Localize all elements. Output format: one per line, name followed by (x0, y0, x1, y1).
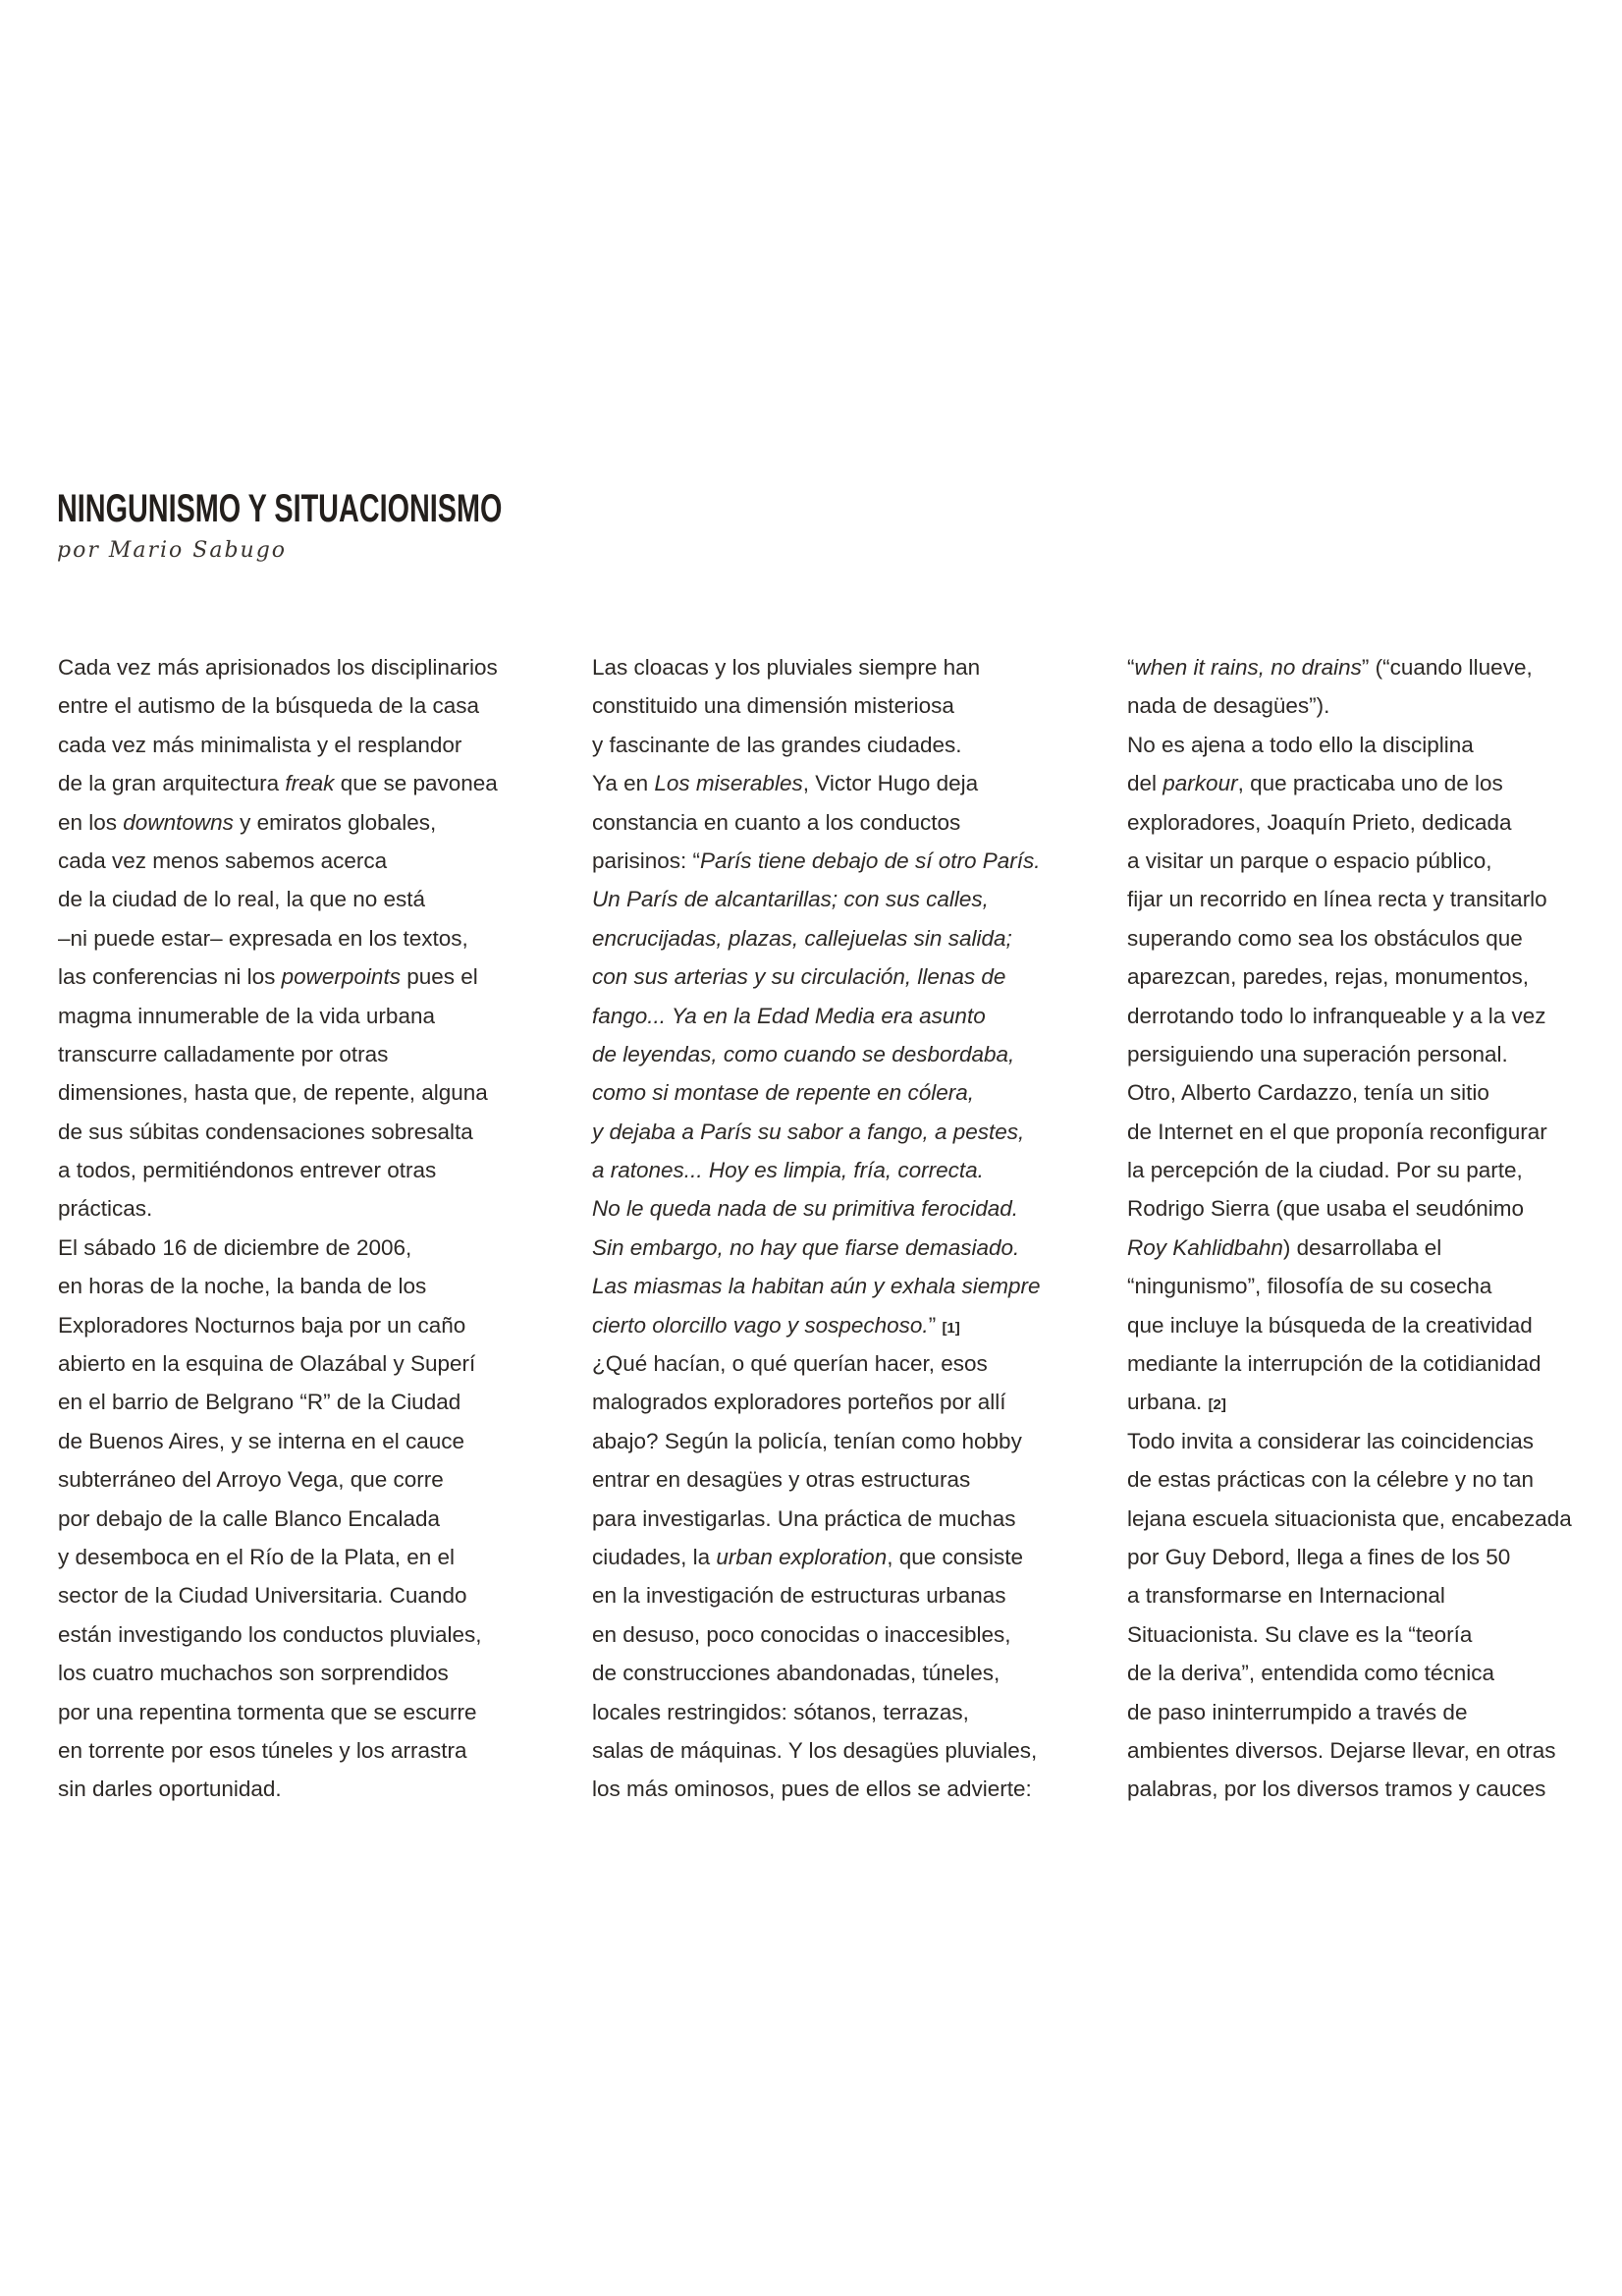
text-line (592, 1770, 1041, 1808)
text-run: ) desarrollaba el (1282, 1234, 1442, 1260)
text-line (592, 1113, 1041, 1151)
text-line (58, 1344, 498, 1383)
text-run: mediante la interrupción de la cotidianidad (1127, 1351, 1541, 1377)
text-line (592, 803, 1041, 842)
text-line (58, 1306, 498, 1344)
text-line (1127, 1344, 1572, 1383)
italic-text: con sus arterias y su circulación, llenas de (592, 964, 1006, 990)
text-line (58, 957, 498, 996)
italic-text: Las miasmas la habitan aún y exhala siempre (592, 1274, 1041, 1299)
text-line (1127, 1538, 1572, 1576)
text-run: a visitar un parque o espacio público, (1127, 847, 1492, 873)
italic-text: powerpoints (281, 964, 401, 990)
text-line (1127, 997, 1572, 1035)
text-run: por Guy Debord, llega a fines de los 50 (1127, 1544, 1511, 1569)
text-column-3 (1127, 648, 1572, 1809)
text-run: en horas de la noche, la banda de los (58, 1274, 427, 1299)
text-line (58, 1770, 498, 1808)
text-run: de Buenos Aires, y se interna en el cauce (58, 1428, 465, 1453)
text-run: a todos, permitiéndonos entrever otras (58, 1158, 437, 1183)
text-line (592, 957, 1041, 996)
text-run: palabras, por los diversos tramos y cauces (1127, 1777, 1546, 1802)
text-line (592, 1189, 1041, 1228)
text-line (592, 648, 1041, 686)
text-line (1127, 1383, 1572, 1421)
text-line (592, 1344, 1041, 1383)
text-run: dimensiones, hasta que, de repente, alguna (58, 1080, 488, 1106)
text-run: y fascinante de las grandes ciudades. (592, 732, 962, 757)
text-line (58, 1731, 498, 1770)
text-line (1127, 1422, 1572, 1460)
text-line (592, 1500, 1041, 1538)
text-line (58, 1693, 498, 1731)
text-run: No es ajena a todo ello la disciplina (1127, 732, 1474, 757)
text-line (1127, 842, 1572, 880)
text-line (1127, 803, 1572, 842)
text-run: transcurre calladamente por otras (58, 1041, 389, 1066)
text-line (58, 1500, 498, 1538)
text-run: constituido una dimensión misteriosa (592, 693, 954, 719)
text-run: urbana. (1127, 1390, 1209, 1415)
text-line (1127, 1731, 1572, 1770)
italic-text: Sin embargo, no hay que fiarse demasiado. (592, 1234, 1020, 1260)
text-line (58, 686, 498, 725)
text-line (1127, 1654, 1572, 1692)
text-run: del (1127, 771, 1163, 796)
text-run: “ningunismo”, filosofía de su cosecha (1127, 1274, 1492, 1299)
text-line (592, 726, 1041, 764)
text-line (58, 919, 498, 957)
text-run: constancia en cuanto a los conductos (592, 809, 961, 835)
text-line (1127, 880, 1572, 918)
text-column-1 (58, 648, 498, 1809)
text-run: están investigando los conductos pluviales, (58, 1621, 482, 1647)
text-line (1127, 1693, 1572, 1731)
italic-text: urban exploration (716, 1544, 888, 1569)
text-line (1127, 957, 1572, 996)
text-run: de paso ininterrumpido a través de (1127, 1699, 1468, 1724)
text-run: Situacionista. Su clave es la “teoría (1127, 1621, 1473, 1647)
text-run: prácticas. (58, 1196, 153, 1222)
text-run: Todo invita a considerar las coincidencias (1127, 1428, 1534, 1453)
text-run: ” (“cuando llueve, (1361, 655, 1533, 680)
text-line (592, 686, 1041, 725)
text-run: de sus súbitas condensaciones sobresalta (58, 1119, 473, 1144)
text-run: subterráneo del Arroyo Vega, que corre (58, 1467, 444, 1493)
text-run: , que consiste (887, 1544, 1024, 1569)
text-run: de Internet en el que proponía reconfigurar (1127, 1119, 1547, 1144)
text-line (592, 1035, 1041, 1073)
text-line (592, 1422, 1041, 1460)
text-run: Exploradores Nocturnos baja por un caño (58, 1312, 466, 1338)
text-run: El sábado 16 de diciembre de 2006, (58, 1234, 412, 1260)
text-run: persiguiendo una superación personal. (1127, 1041, 1508, 1066)
text-line (592, 880, 1041, 918)
italic-text: Roy Kahlidbahn (1127, 1234, 1283, 1260)
text-line (1127, 1576, 1572, 1614)
footnote-ref: [2] (1208, 1396, 1226, 1414)
text-line (58, 648, 498, 686)
text-run: sin darles oportunidad. (58, 1777, 282, 1802)
text-line (592, 1229, 1041, 1267)
text-run: , Victor Hugo deja (802, 771, 979, 796)
text-run: nada de desagües”). (1127, 693, 1330, 719)
text-line (592, 1576, 1041, 1614)
italic-text: y dejaba a París su sabor a fango, a pestes, (592, 1119, 1025, 1144)
text-line (1127, 1035, 1572, 1073)
italic-text: cierto olorcillo vago y sospechoso. (592, 1312, 929, 1338)
text-line (592, 842, 1041, 880)
text-run: Ya en (592, 771, 655, 796)
text-run: de la deriva”, entendida como técnica (1127, 1661, 1494, 1686)
text-run: salas de máquinas. Y los desagües pluviales, (592, 1737, 1038, 1763)
text-line (592, 1654, 1041, 1692)
text-run: Otro, Alberto Cardazzo, tenía un sitio (1127, 1080, 1489, 1106)
text-line (58, 1073, 498, 1112)
text-line (1127, 648, 1572, 686)
italic-text: parkour (1162, 771, 1238, 796)
text-line (592, 1731, 1041, 1770)
italic-text: a ratones... Hoy es limpia, fría, correcta. (592, 1158, 984, 1183)
text-run: la percepción de la ciudad. Por su parte, (1127, 1158, 1523, 1183)
text-run: en desuso, poco conocidas o inaccesibles, (592, 1621, 1011, 1647)
text-line (592, 919, 1041, 957)
text-run: por una repentina tormenta que se escurre (58, 1699, 477, 1724)
article-title: NINGUNISMO Y SITUACIONISMO (57, 487, 503, 530)
text-run: malogrados exploradores porteños por allí (592, 1390, 1006, 1415)
text-line (58, 1576, 498, 1614)
text-run: de estas prácticas con la célebre y no tan (1127, 1467, 1534, 1493)
text-run: a transformarse en Internacional (1127, 1583, 1445, 1609)
text-line (1127, 1500, 1572, 1538)
text-line (1127, 1460, 1572, 1499)
text-run: parisinos: “ (592, 847, 701, 873)
italic-text: como si montase de repente en cólera, (592, 1080, 974, 1106)
text-line (592, 997, 1041, 1035)
text-line (58, 1229, 498, 1267)
text-line (58, 880, 498, 918)
text-run: ¿Qué hacían, o qué querían hacer, esos (592, 1351, 988, 1377)
text-run: abierto en la esquina de Olazábal y Superí (58, 1351, 476, 1377)
text-line (592, 1383, 1041, 1421)
text-run: cada vez menos sabemos acerca (58, 847, 388, 873)
text-run: exploradores, Joaquín Prieto, dedicada (1127, 809, 1512, 835)
text-line (592, 1538, 1041, 1576)
text-line (1127, 1189, 1572, 1228)
article-byline: por Mario Sabugo (57, 538, 288, 563)
text-line (592, 1267, 1041, 1305)
text-line (58, 764, 498, 802)
italic-text: fango... Ya en la Edad Media era asunto (592, 1003, 986, 1028)
text-run: los más ominosos, pues de ellos se advierte: (592, 1777, 1032, 1802)
text-run: y emiratos globales, (233, 809, 437, 835)
text-run: en la investigación de estructuras urbanas (592, 1583, 1006, 1609)
text-run: aparezcan, paredes, rejas, monumentos, (1127, 964, 1529, 990)
text-line (1127, 1073, 1572, 1112)
text-run: y desemboca en el Río de la Plata, en el (58, 1544, 456, 1569)
italic-text: París tiene debajo de sí otro París. (700, 847, 1041, 873)
italic-text: encrucijadas, plazas, callejuelas sin salida; (592, 925, 1012, 951)
text-run: lejana escuela situacionista que, encabezada (1127, 1505, 1572, 1531)
text-run: –ni puede estar– expresada en los textos, (58, 925, 468, 951)
text-line (58, 1189, 498, 1228)
footnote-ref: [1] (942, 1319, 960, 1337)
text-line (58, 1383, 498, 1421)
text-line (1127, 1267, 1572, 1305)
text-run: derrotando todo lo infranqueable y a la vez (1127, 1003, 1546, 1028)
text-line (58, 842, 498, 880)
text-line (58, 803, 498, 842)
text-line (58, 997, 498, 1035)
text-run: fijar un recorrido en línea recta y transitarlo (1127, 887, 1547, 912)
text-run: para investigarlas. Una práctica de muchas (592, 1505, 1016, 1531)
text-run: ” (928, 1312, 943, 1338)
text-run: “ (1127, 655, 1135, 680)
text-line (58, 1460, 498, 1499)
text-line (1127, 726, 1572, 764)
text-run: superando como sea los obstáculos que (1127, 925, 1523, 951)
text-run: en los (58, 809, 124, 835)
text-run: Rodrigo Sierra (que usaba el seudónimo (1127, 1196, 1524, 1222)
text-run: que se pavonea (334, 771, 498, 796)
text-run: Las cloacas y los pluviales siempre han (592, 655, 981, 680)
text-line (58, 1267, 498, 1305)
italic-text: de leyendas, como cuando se desbordaba, (592, 1041, 1015, 1066)
text-run: , que practicaba uno de los (1237, 771, 1503, 796)
text-run: por debajo de la calle Blanco Encalada (58, 1505, 441, 1531)
text-line (1127, 1770, 1572, 1808)
text-line (58, 726, 498, 764)
text-run: entre el autismo de la búsqueda de la casa (58, 693, 480, 719)
text-column-2 (592, 648, 1041, 1809)
text-run: las conferencias ni los (58, 964, 282, 990)
text-line (592, 1151, 1041, 1189)
italic-text: freak (285, 771, 335, 796)
text-run: pues el (400, 964, 478, 990)
text-line (1127, 1151, 1572, 1189)
text-line (58, 1113, 498, 1151)
italic-text: No le queda nada de su primitiva ferocidad. (592, 1196, 1019, 1222)
text-line (592, 1306, 1041, 1344)
text-line (1127, 1113, 1572, 1151)
text-run: en torrente por esos túneles y los arrastra (58, 1737, 467, 1763)
text-run: los cuatro muchachos son sorprendidos (58, 1661, 449, 1686)
text-run: ambientes diversos. Dejarse llevar, en otras (1127, 1737, 1556, 1763)
text-run: de construcciones abandonadas, túneles, (592, 1661, 1000, 1686)
text-run: magma innumerable de la vida urbana (58, 1003, 435, 1028)
text-line (1127, 1615, 1572, 1654)
text-line (1127, 1229, 1572, 1267)
text-run: de la gran arquitectura (58, 771, 286, 796)
text-run: abajo? Según la policía, tenían como hobby (592, 1428, 1022, 1453)
text-run: que incluye la búsqueda de la creatividad (1127, 1312, 1533, 1338)
text-run: en el barrio de Belgrano “R” de la Ciudad (58, 1390, 461, 1415)
text-line (592, 1693, 1041, 1731)
text-line (58, 1615, 498, 1654)
text-run: de la ciudad de lo real, la que no está (58, 887, 426, 912)
text-run: locales restringidos: sótanos, terrazas, (592, 1699, 969, 1724)
text-run: ciudades, la (592, 1544, 717, 1569)
text-line (1127, 686, 1572, 725)
text-run: Cada vez más aprisionados los disciplinarios (58, 655, 498, 680)
text-line (1127, 1306, 1572, 1344)
text-line (58, 1538, 498, 1576)
text-line (58, 1654, 498, 1692)
text-line (592, 1460, 1041, 1499)
italic-text: Los miserables (654, 771, 803, 796)
text-line (58, 1151, 498, 1189)
text-run: entrar en desagües y otras estructuras (592, 1467, 971, 1493)
text-run: cada vez más minimalista y el resplandor (58, 732, 462, 757)
text-line (592, 764, 1041, 802)
italic-text: downtowns (123, 809, 234, 835)
text-line (592, 1615, 1041, 1654)
text-run: sector de la Ciudad Universitaria. Cuando (58, 1583, 467, 1609)
italic-text: when it rains, no drains (1134, 655, 1362, 680)
text-line (592, 1073, 1041, 1112)
text-line (58, 1422, 498, 1460)
text-line (1127, 919, 1572, 957)
text-line (58, 1035, 498, 1073)
italic-text: Un París de alcantarillas; con sus calles, (592, 887, 989, 912)
text-line (1127, 764, 1572, 802)
